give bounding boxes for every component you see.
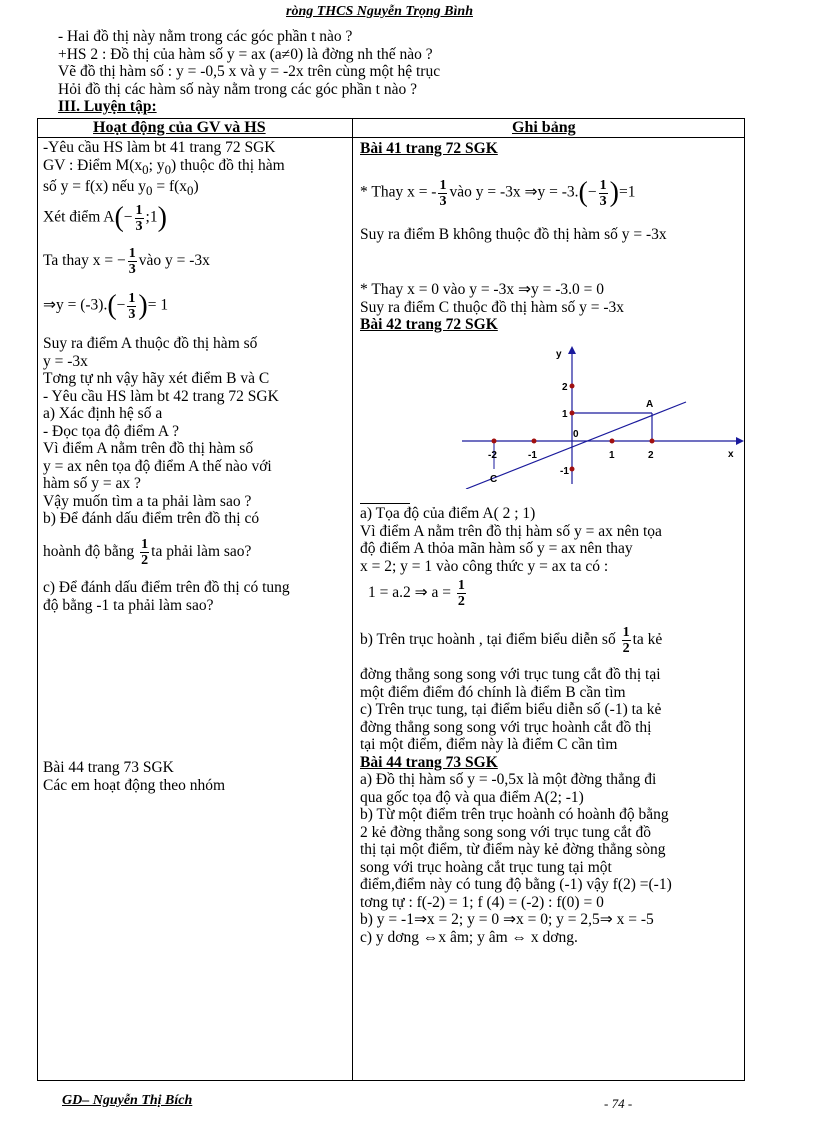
left-column-body — [43, 335, 348, 528]
text-line: c) y dơng ⇔x âm; y âm ⇔ x dơng. — [360, 928, 578, 946]
tick-label: 2 — [648, 450, 654, 461]
tick-mark — [570, 467, 575, 472]
text-line: a) Xác định hệ số a — [43, 405, 163, 422]
left-column-c — [43, 579, 348, 614]
text-line: thị tại một điểm, từ điểm này kẻ đờng thẳng sòng — [360, 841, 666, 858]
intro-block — [58, 28, 440, 116]
right-column-header: Ghi bảng — [512, 119, 576, 136]
text-line: b) Để đánh dấu điểm trên đồ thị có — [43, 510, 260, 527]
half-fraction-line: hoành độ bằng $\frac{1}{2}$ ta phải làm sao? — [43, 537, 252, 568]
text-line: GV : Điểm $M(x_0$; $y_0$) thuộc đồ thị hàm — [43, 156, 285, 177]
text-line: y = -3x — [43, 352, 88, 370]
tick-mark — [492, 439, 497, 444]
text-line: tơng tự : f(-2) = 1; f (4) = (-2) : f(0) = 0 — [360, 893, 604, 911]
text-line: Vậy muốn tìm a ta phải làm sao ? — [43, 492, 252, 510]
column-divider — [352, 119, 353, 1080]
footer-author: GD– Nguyễn Thị Bích — [62, 1093, 193, 1108]
text-line: a) Tọa độ của điểm A( 2 ; 1) — [360, 505, 536, 522]
tick-mark — [610, 439, 615, 444]
point-a-label: A — [646, 399, 654, 410]
text-line: qua gốc tọa độ và qua điểm A(2; -1) — [360, 788, 584, 806]
text-line: độ điểm A thỏa mãn hàm số y = ax nên thay — [360, 540, 633, 557]
point-c-label: C — [490, 474, 498, 485]
right-column-bc — [360, 666, 740, 946]
tick-mark — [650, 439, 655, 444]
right-column-b — [360, 226, 740, 244]
text-line: c) Trên trục tung, tại điểm biểu diễn số (-1) ta kẻ — [360, 701, 662, 718]
text-line: x = 2; y = 1 vào công thức y = ax ta có : — [360, 557, 609, 575]
tick-label: 2 — [562, 382, 568, 393]
page-header: ròng THCS Nguyễn Trọng Bình — [286, 4, 473, 19]
text-line: số y = f(x) nếu $y_0 = f(x_0)$ — [43, 178, 199, 199]
tick-label: -1 — [560, 466, 569, 477]
tick-label: -1 — [528, 450, 537, 461]
result-line: ⇒y = (-3).(− $\frac{1}{3}$ )= 1 — [43, 290, 169, 322]
x-axis-label: x — [728, 449, 734, 460]
text-line: một điểm điểm đó chính là điểm B cần tìm — [360, 683, 626, 701]
text-line: a) Đồ thị hàm số y = -0,5x là một đờng thẳng đi — [360, 771, 657, 788]
tick-label: 0 — [573, 429, 579, 440]
right-column-c — [360, 281, 740, 334]
y-axis-arrow — [568, 346, 576, 354]
text-line: c) Để đánh dấu điểm trên đồ thị có tung — [43, 579, 290, 596]
text-line: Vì điểm A nằm trên đồ thị hàm số y = ax nên tọa — [360, 522, 662, 540]
intro-line: - Hai đồ thị này nằm trong các góc phần t nào ? — [58, 28, 353, 45]
bai41-title: Bài 41 trang 72 SGK — [360, 140, 498, 157]
text-line: Suy ra điểm B không thuộc đồ thị hàm số y = -3x — [360, 226, 667, 243]
tick-mark — [570, 384, 575, 389]
short-rule — [360, 503, 410, 504]
page-number: - 74 - — [604, 1096, 633, 1111]
text-line: * Thay x = 0 vào y = -3x ⇒y = -3.0 = 0 — [360, 281, 604, 298]
bai44-title: Bài 44 trang 73 SGK — [360, 753, 498, 771]
text-line: Bài 44 trang 73 SGK — [43, 759, 174, 776]
graph-line — [466, 402, 686, 489]
intro-line: Hỏi đồ thị các hàm số này nằm trong các góc phần t nào ? — [58, 80, 417, 98]
b-half-line: b) Trên trục hoành , tại điểm biểu diễn số $\frac{1}{2}$ ta kẻ — [360, 625, 663, 656]
left-column-header: Hoạt động của GV và HS — [93, 119, 266, 136]
left-column-bai44 — [43, 759, 348, 794]
y-axis-label: y — [556, 349, 562, 360]
text-line: -Yêu cầu HS làm bt 41 trang 72 SGK — [43, 139, 276, 156]
thay-line: * Thay x = - $\frac{1}{3}$ vào y = -3x ⇒y = -3.(− $\frac{1}{3}$ )=1 — [360, 177, 636, 209]
text-line: Các em hoạt động theo nhóm — [43, 776, 226, 794]
text-line: song với trục hoàng cắt trục tung tại một — [360, 858, 612, 876]
lesson-table — [37, 118, 745, 1081]
tick-label: -2 — [488, 450, 497, 461]
text-line: - Đọc tọa độ điểm A ? — [43, 422, 180, 440]
tick-label: 1 — [609, 450, 615, 461]
text-line: điểm,điểm này có tung độ bằng (-1) vậy f(2) =(-1) — [360, 876, 672, 893]
text-line: - Yêu cầu HS làm bt 42 trang 72 SGK — [43, 387, 279, 405]
text-line: y = ax nên tọa độ điểm A thế nào với — [43, 457, 272, 475]
text-line: tại một điểm, điểm này là điểm C cần tìm — [360, 736, 618, 753]
text-line: Tơng tự nh vậy hãy xét điểm B và C — [43, 370, 270, 387]
text-line: b) y = -1⇒x = 2; y = 0 ⇒x = 0; y = 2,5⇒ x = -5 — [360, 911, 654, 928]
text-line: đờng thẳng song song với trục hoành cắt đồ thị — [360, 718, 652, 736]
text-line: Vì điểm A nằm trên đồ thị hàm số — [43, 440, 254, 457]
bai42-title: Bài 42 trang 72 SGK — [360, 316, 498, 333]
text-line: Suy ra điểm C thuộc đồ thị hàm số y = -3x — [360, 298, 625, 316]
left-column — [43, 139, 348, 200]
tick-mark — [570, 411, 575, 416]
header-divider — [38, 137, 744, 138]
a-equals-half: 1 = a.2 ⇒ a = $\frac{1}{2}$ — [368, 578, 465, 609]
x-axis-arrow — [736, 437, 744, 445]
tick-mark — [532, 439, 537, 444]
substitution-line: Ta thay x = − $\frac{1}{3}$ vào y = -3x — [43, 246, 210, 277]
section-title: III. Luyện tập: — [58, 98, 157, 115]
text-line: đờng thẳng song song với trục tung cắt đồ thị tại — [360, 666, 661, 683]
text-line: Suy ra điểm A thuộc đồ thị hàm số — [43, 335, 258, 352]
text-line: hàm số y = ax ? — [43, 475, 141, 492]
coordinate-graph — [456, 344, 746, 489]
text-line: 2 kẻ đờng thẳng song song với trục tung cắt đồ — [360, 823, 652, 841]
right-column-a — [360, 505, 740, 575]
text-line: b) Từ một điểm trên trục hoành có hoành độ bằng — [360, 806, 669, 823]
text-line: độ bằng -1 ta phải làm sao? — [43, 596, 214, 614]
intro-line: Vẽ đồ thị hàm số : y = -0,5 x và y = -2x trên cùng một hệ trục — [58, 63, 441, 80]
tick-label: 1 — [562, 409, 568, 420]
intro-line: +HS 2 : Đồ thị của hàm số y = ax (a≠0) là đờng nh thế nào ? — [58, 45, 433, 63]
point-a-formula: Xét điểm A(− $\frac{1}{3}$ ;1) — [43, 202, 167, 234]
